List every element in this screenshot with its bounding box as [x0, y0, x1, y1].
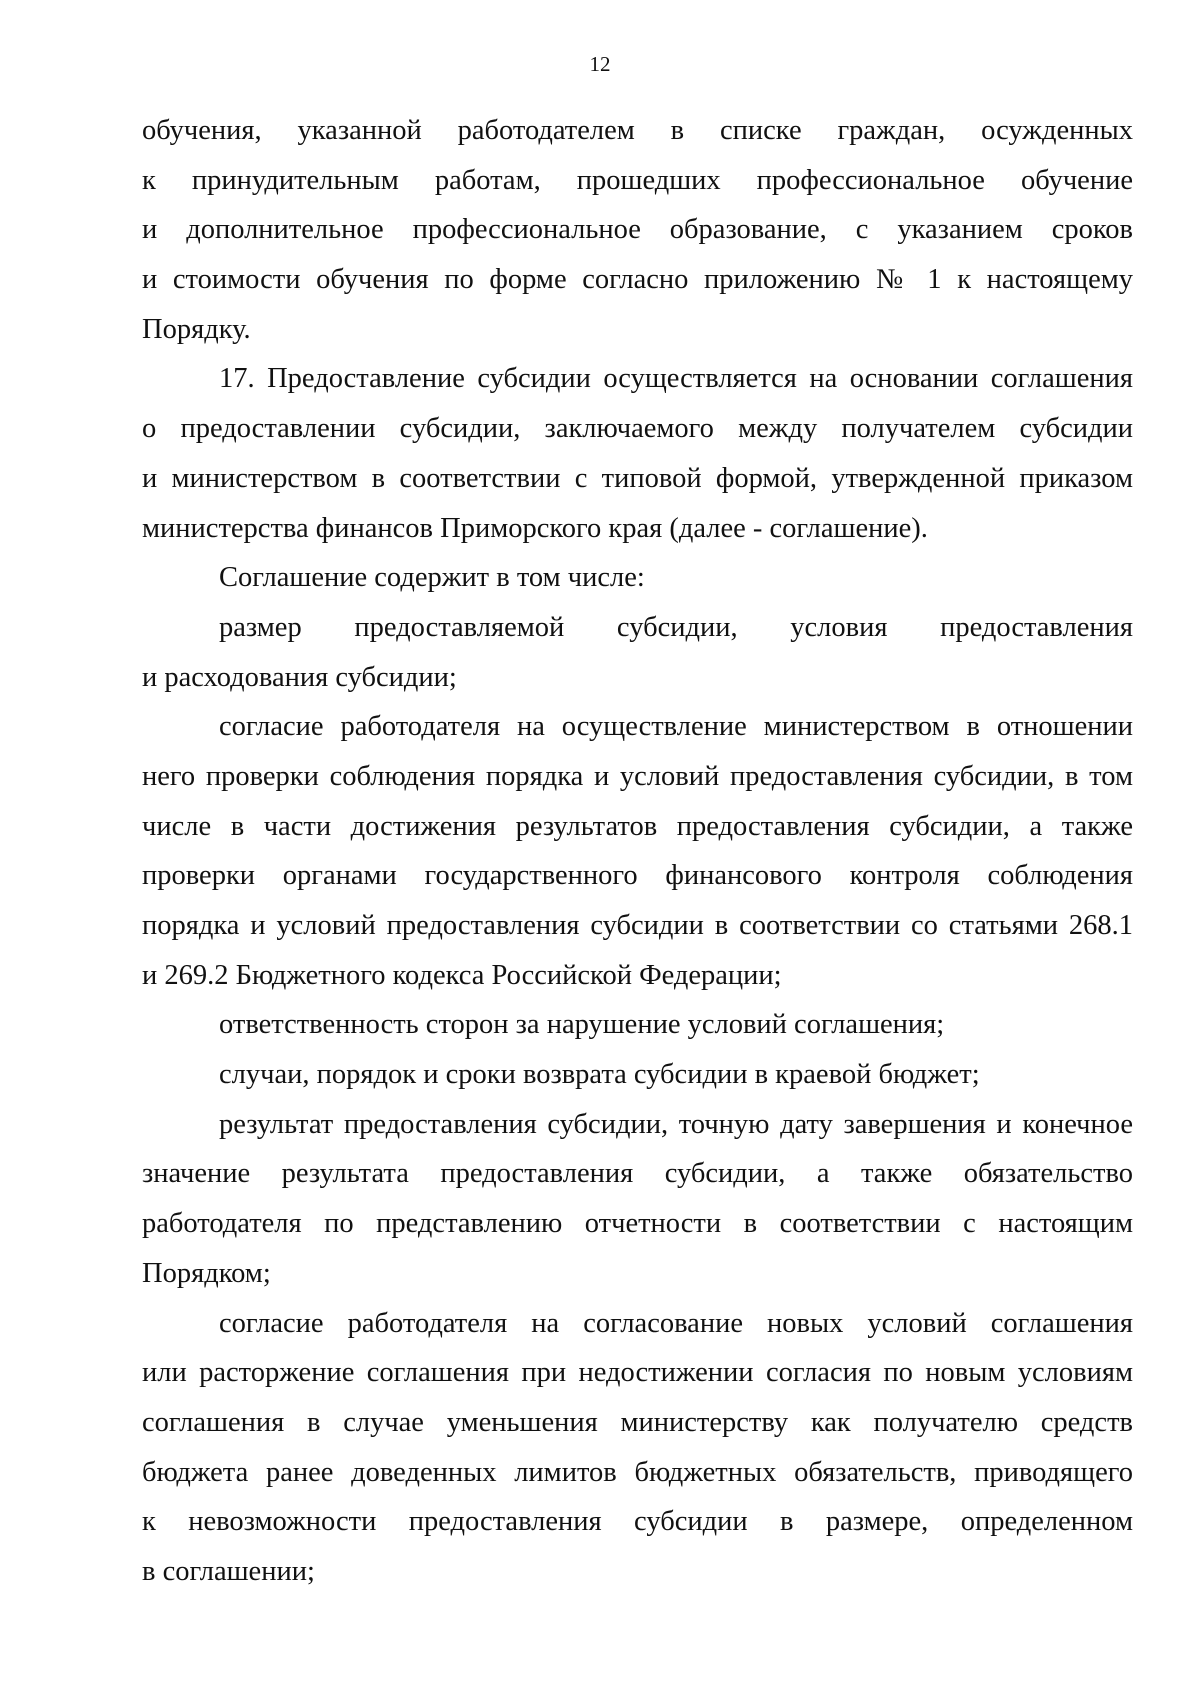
text-line: обучения, указанной работодателем в списке граждан, осужденных	[142, 115, 1133, 146]
text-line: значение результата предоставления субсидии, а также обязательство	[142, 1158, 1133, 1190]
text-line: к принудительным работам, прошедших профессиональное обучение	[142, 164, 1133, 196]
text-line: порядка и условий предоставления субсидии в соответствии со статьями 268.1	[142, 910, 1133, 941]
text-line: и дополнительное профессиональное образование, с указанием сроков	[142, 214, 1133, 246]
text-line: в соглашении;	[142, 1555, 315, 1587]
text-line: него проверки соблюдения порядка и условий предоставления субсидии, в том	[142, 760, 1133, 792]
text-line: числе в части достижения результатов предоставления субсидии, а также	[142, 810, 1133, 842]
text-line: соглашения в случае уменьшения министерству как получателю средств	[142, 1406, 1133, 1438]
text-line: согласие работодателя на согласование новых условий соглашения	[219, 1307, 1133, 1339]
text-line: 17. Предоставление субсидии осуществляется на основании соглашения	[219, 363, 1133, 395]
text-line: результат предоставления субсидии, точную дату завершения и конечное	[219, 1108, 1133, 1140]
text-line: и 269.2 Бюджетного кодекса Российской Федерации;	[142, 959, 782, 991]
text-line: и расходования субсидии;	[142, 661, 457, 693]
text-line: ответственность сторон за нарушение условий соглашения;	[219, 1009, 945, 1041]
text-line: работодателя по представлению отчетности в соответствии с настоящим	[142, 1208, 1133, 1240]
text-line: Соглашение содержит в том числе:	[219, 562, 645, 594]
text-line: проверки органами государственного финансового контроля соблюдения	[142, 860, 1133, 892]
text-line: министерства финансов Приморского края (далее - соглашение).	[142, 512, 928, 544]
text-line: случаи, порядок и сроки возврата субсидии в краевой бюджет;	[219, 1059, 980, 1091]
text-line: и министерством в соответствии с типовой формой, утвержденной приказом	[142, 462, 1133, 494]
text-line: о предоставлении субсидии, заключаемого между получателем субсидии	[142, 413, 1133, 445]
text-line: размер предоставляемой субсидии, условия предоставления	[219, 611, 1133, 643]
text-line: или расторжение соглашения при недостижении согласия по новым условиям	[142, 1357, 1133, 1389]
text-line: Порядку.	[142, 313, 251, 345]
text-line: согласие работодателя на осуществление министерством в отношении	[219, 711, 1133, 743]
text-line: к невозможности предоставления субсидии в размере, определенном	[142, 1506, 1133, 1538]
text-line: бюджета ранее доведенных лимитов бюджетных обязательств, приводящего	[142, 1456, 1133, 1488]
text-line: и стоимости обучения по форме согласно приложению № 1 к настоящему	[142, 264, 1133, 296]
text-line: Порядком;	[142, 1257, 271, 1289]
page-number: 12	[589, 52, 611, 76]
document-body	[142, 106, 1133, 1597]
